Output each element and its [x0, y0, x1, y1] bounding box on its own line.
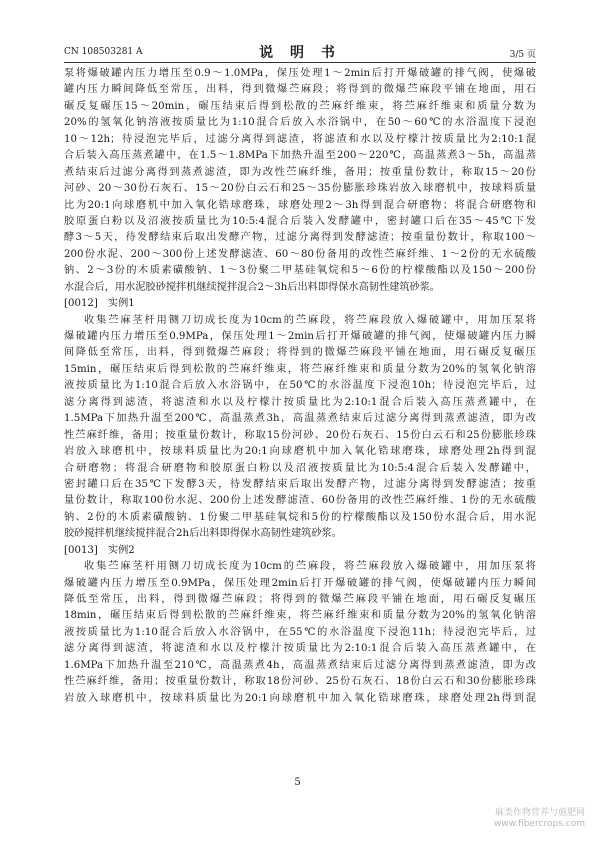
- text-line: 岩放入球磨机中，按球料质量比为20:1向球磨机中加入氧化锆球磨珠，球磨处理2h得到混: [64, 446, 536, 458]
- text-line: 密封罐口后在35℃下发酵3天，待发酵结束后取出发酵产物，过滤分离得到发酵滤渣；按重: [64, 478, 536, 490]
- section-heading: [64, 543, 536, 559]
- text-line: 间降低至常压，出料，得到微爆苎麻段；将得到的微爆苎麻段平铺在地面，用石碾反复碾压: [64, 347, 536, 359]
- text-line: 泵将爆破罐内压力增压至0.9～1.0MPa，保压处理1～2min后打开爆破罐的排气阀，使爆破: [64, 68, 536, 79]
- paragraph-number: [0013]: [64, 544, 98, 556]
- text-line: 滤分离得到滤渣，将滤渣和水以及柠檬汁按质量比为2:10:1混合后装入高压蒸煮罐中，在: [64, 643, 536, 655]
- text-line: 钠、2～3份的木质素磺酸钠、1～3份聚二甲基硅氧烷和5～6份的柠檬酸酯以及150～200份: [64, 265, 536, 277]
- text-line: 胶原蛋白粉以及沼液按质量比为10:5:4混合后装入发酵罐中，密封罐口后在35～45℃下发: [64, 215, 536, 227]
- page-indicator: 3/5 页: [509, 50, 536, 60]
- text-line: 水混合后，用水泥胶砂搅拌机继续搅拌混合2～3h后出料即得保水高韧性建筑砂浆。: [64, 281, 441, 293]
- example-title: 实例1: [107, 298, 135, 310]
- text-line: 性苎麻纤维，备用；按重量份数计，称取15份河砂、20份石灰石、15份白云石和25份膨胀珍珠: [64, 429, 536, 441]
- text-line: 液按质量比为1:10混合后放入水浴锅中，在55℃的水浴温度下浸泡11h；待浸泡完毕后，过: [64, 626, 536, 638]
- paragraph-number: [0012]: [64, 298, 98, 310]
- watermark: [494, 808, 585, 830]
- text-line: 收集苎麻茎杆用铡刀切成长度为10cm的苎麻段，将苎麻段放入爆破罐中，用加压泵将: [84, 561, 536, 573]
- text-line: 18min，碾压结束后得到松散的苎麻纤维束，将苎麻纤维束和质量分数为20%的氢氧化钠溶: [64, 610, 536, 622]
- text-line: 性苎麻纤维，备用；按重量份数计，称取18份河砂、25份石灰石、18份白云石和30份膨胀珍珠: [64, 676, 536, 688]
- text-line: 20%的氢氧化钠溶液按质量比为1:10混合后放入水浴锅中，在50～60℃的水浴温度下浸泡: [64, 117, 536, 129]
- page-header: [64, 42, 536, 62]
- text-line: 液按质量比为1:10混合后放入水浴锅中，在50℃的水浴温度下浸泡10h；待浸泡完毕后，过: [64, 380, 536, 392]
- example-title: 实例2: [107, 544, 135, 556]
- text-line: 罐内压力瞬间降低至常压，出料，得到微爆苎麻段；将得到的微爆苎麻段平铺在地面，用石: [64, 84, 536, 96]
- text-line: 量份数计，称取100份水泥、200份上述发酵滤渣、60份备用的改性苎麻纤维、1份的无水硫酸: [64, 495, 536, 507]
- patent-number: CN 108503281 A: [64, 47, 143, 57]
- text-line: 爆破罐内压力增压至0.9MPa，保压处理2min后打开爆破罐的排气阀，使爆破罐内压力瞬间: [64, 577, 536, 589]
- text-line: 收集苎麻茎杆用铡刀切成长度为10cm的苎麻段，将苎麻段放入爆破罐中，用加压泵将: [84, 314, 536, 326]
- watermark-url: www.fibercrops.com: [494, 819, 585, 829]
- text-line: 爆破罐内压力增压至0.9MPa，保压处理1～2min后打开爆破罐的排气阀，使爆破罐内压力瞬: [64, 331, 536, 342]
- watermark-name: 麻类作物营养与施肥网: [494, 808, 585, 818]
- text-line: 降低至常压，出料，得到微爆苎麻段；将得到的微爆苎麻段平铺在地面，用石碾反复碾压: [64, 594, 536, 605]
- text-line: 滤分离得到滤渣，将滤渣和水以及柠檬汁按质量比为2:10:1混合后装入高压蒸煮罐中，在: [64, 396, 536, 408]
- document-body: [64, 66, 536, 707]
- paragraph: [64, 313, 536, 543]
- text-line: 1.6MPa下加热升温至210℃，高温蒸煮4h，高温蒸煮结束后过滤分离得到蒸煮滤渣，即为改: [64, 659, 536, 671]
- text-line: 比为20:1向球磨机中加入氧化锆球磨珠，球磨处理2～3h得到混合研磨物；将混合研磨物和: [64, 199, 536, 211]
- text-line: 1.5MPa下加热升温至200℃，高温蒸煮3h，高温蒸煮结束后过滤分离得到蒸煮滤渣，即为改: [64, 413, 536, 425]
- text-line: 合后装入高压蒸煮罐中，在1.5～1.8MPa下加热升温至200～220℃，高温蒸煮3～5h，高温蒸: [64, 150, 536, 162]
- text-line: 15min，碾压结束后得到松散的苎麻纤维束，将苎麻纤维束和质量分数为20%的氢氧化钠溶: [64, 363, 536, 375]
- text-line: 煮结束后过滤分离得到蒸煮滤渣，即为改性苎麻纤维，备用；按重量份数计，称取15～20份: [64, 166, 536, 178]
- section-heading: [64, 296, 536, 312]
- text-line: 200份水泥、200～300份上述发酵滤渣、60～80份备用的改性苎麻纤维、1～2份的无水硫酸: [64, 248, 536, 260]
- text-line: 10～12h；待浸泡完毕后，过滤分离得到滤渣，将滤渣和水以及柠檬汁按质量比为2:10:1混: [64, 133, 536, 145]
- text-line: 岩放入球磨机中，按球料质量比为20:1向球磨机中加入氧化锆球磨珠，球磨处理2h得到混: [64, 692, 536, 704]
- text-line: 酵3～5天，待发酵结束后取出发酵产物，过滤分离得到发酵滤渣；按重量份数计，称取100～: [64, 232, 536, 244]
- text-line: 河砂、20～30份石灰石、15～20份白云石和25～35份膨胀珍珠岩放入球磨机中，按球料质量: [64, 183, 536, 195]
- header-rule: [64, 62, 536, 63]
- document-title: 说 明 书: [259, 45, 341, 61]
- paragraph: [64, 66, 536, 296]
- text-line: 合研磨物；将混合研磨物和胶原蛋白粉以及沼液按质量比为10:5:4混合后装入发酵罐中，: [64, 462, 536, 474]
- page-number: 5: [294, 777, 301, 788]
- paragraph: [64, 559, 536, 707]
- text-line: 碾反复碾压15～20min，碾压结束后得到松散的苎麻纤维束，将苎麻纤维束和质量分数为: [64, 100, 536, 112]
- text-line: 胶砂搅拌机继续搅拌混合2h后出料即得保水高韧性建筑砂浆。: [64, 528, 342, 540]
- text-line: 钠、2份的木质素磺酸钠、1份聚二甲基硅氧烷和5份的柠檬酸酯以及150份水混合后，用水泥: [64, 511, 536, 523]
